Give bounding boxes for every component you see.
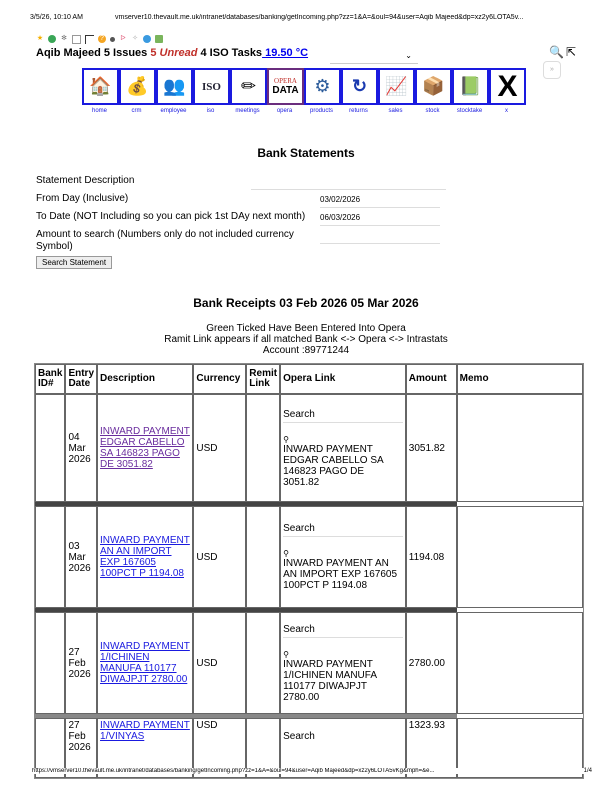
amount-input[interactable] <box>320 229 440 244</box>
gear-icon[interactable]: ✻ <box>61 35 67 42</box>
opera-data-icon: OPERA DATA <box>267 68 304 105</box>
col-remit-link: Remit Link <box>246 364 280 394</box>
description-link[interactable]: INWARD PAYMENT AN AN IMPORT EXP 167605 100PCT P 1194.08 <box>100 535 190 579</box>
iso-icon: ISO <box>193 68 230 105</box>
nav-employee[interactable]: 👥 employee <box>156 68 191 114</box>
blue-icon[interactable] <box>143 35 151 43</box>
nav-stock[interactable]: 📦 stock <box>415 68 450 114</box>
unread-count: 5 Unread <box>150 47 198 59</box>
memo[interactable] <box>457 506 583 608</box>
nav-sales[interactable]: 📈 sales <box>378 68 413 114</box>
table-header-row <box>35 364 583 394</box>
nav-products[interactable]: ⚙ products <box>304 68 339 114</box>
nav-home[interactable]: 🏠 home <box>82 68 117 114</box>
nav-stocktake[interactable]: 📗 stocktake <box>452 68 487 114</box>
user-name: Aqib Majeed <box>36 47 101 59</box>
search-form <box>36 175 446 269</box>
main-nav <box>82 68 524 114</box>
print-header <box>30 14 594 21</box>
nav-crm[interactable]: 💰 crm <box>119 68 154 114</box>
opera-match-text: INWARD PAYMENT EDGAR CABELLO SA 146823 PAGO DE 3051.82 <box>283 443 384 488</box>
opera-link-cell <box>280 506 406 608</box>
table-row <box>35 506 583 608</box>
currency: USD <box>193 394 246 502</box>
currency: USD <box>193 718 246 778</box>
nav-iso[interactable]: ISO iso <box>193 68 228 114</box>
chevron-down-icon: ⌄ <box>405 51 412 60</box>
from-date-label: From Day (Inclusive) <box>36 193 129 204</box>
dot-icon[interactable] <box>110 37 115 42</box>
green-circle-icon[interactable] <box>48 35 56 43</box>
bank-id <box>35 394 65 502</box>
temperature-link[interactable]: 19.50 °C <box>262 47 309 59</box>
shopify-icon[interactable] <box>155 35 163 43</box>
people-icon: 👥 <box>156 68 193 105</box>
amount: 3051.82 <box>406 394 457 502</box>
memo[interactable] <box>457 612 583 714</box>
statement-description-label: Statement Description <box>36 175 135 186</box>
col-currency: Currency <box>193 364 246 394</box>
nav-meetings[interactable]: ✏ meetings <box>230 68 265 114</box>
print-url: vmserver10.thevault.me.uk/intranet/databases/banking/getIncoming.php?zz=1&A=&oul=94&user=Aqib Majeed&dp=xz2y6LOTA5v... <box>115 14 524 21</box>
chart-icon: 📈 <box>378 68 415 105</box>
star-icon[interactable]: ★ <box>36 35 44 42</box>
bank-id <box>35 612 65 714</box>
opera-search-label[interactable]: Search <box>283 624 403 638</box>
opera-link-cell <box>280 612 406 714</box>
opera-search-label[interactable]: Search <box>283 731 315 742</box>
entry-date: 03 Mar 2026 <box>65 506 97 608</box>
issues-count[interactable]: 5 Issues <box>103 47 148 59</box>
note-remit-link: Ramit Link appears if all matched Bank <-> Opera <-> Intrastats <box>164 334 448 345</box>
copy-icon[interactable] <box>85 35 94 44</box>
pink-icon[interactable]: ᐅ <box>120 35 126 42</box>
opera-link-cell <box>280 394 406 502</box>
receipts-notes <box>0 323 612 356</box>
amount: 1194.08 <box>406 506 457 608</box>
open-external-icon[interactable]: ⇱ <box>566 45 577 59</box>
help-icon[interactable]: ? <box>98 35 106 43</box>
description-link[interactable]: INWARD PAYMENT 1/ICHINEN MANUFA 110177 DIWAJPJT 2780.00 <box>100 641 190 685</box>
opera-search-label[interactable]: Search <box>283 523 403 537</box>
to-date-input[interactable]: 06/03/2026 <box>320 211 440 226</box>
col-entry-date: Entry Date <box>65 364 97 394</box>
from-date-input[interactable]: 03/02/2026 <box>320 193 440 208</box>
currency: USD <box>193 612 246 714</box>
page-title: Bank Statements <box>257 146 355 160</box>
account-number: Account :89771244 <box>262 345 350 356</box>
magnifier-icon[interactable]: ⚲ <box>283 549 289 558</box>
note-green-ticked: Green Ticked Have Been Entered Into Opera <box>206 323 406 334</box>
treasure-chest-icon: 💰 <box>119 68 156 105</box>
extension-icons <box>36 35 163 44</box>
pencil-icon: ✏ <box>230 68 267 105</box>
description-link[interactable]: INWARD PAYMENT EDGAR CABELLO SA 146823 PAGO DE 3051.82 <box>100 426 190 470</box>
bank-id <box>35 506 65 608</box>
refresh-icon: ↻ <box>341 68 378 105</box>
col-opera-link: Opera Link <box>280 364 406 394</box>
remit-link <box>246 394 280 502</box>
amount-label: Amount to search (Numbers only do not included currency Symbol) <box>36 229 294 252</box>
table-row <box>35 394 583 502</box>
more-icon[interactable]: » <box>543 61 561 79</box>
amount: 2780.00 <box>406 612 457 714</box>
opera-search-label[interactable]: Search <box>283 409 403 423</box>
box-icon: 📦 <box>415 68 452 105</box>
gears-icon: ⚙ <box>304 68 341 105</box>
col-description: Description <box>97 364 193 394</box>
memo[interactable] <box>457 394 583 502</box>
print-datetime: 3/5/26, 10:10 AM <box>30 14 83 21</box>
search-icon[interactable]: 🔍 <box>549 45 564 59</box>
description-link[interactable]: INWARD PAYMENT 1/VINYAS <box>100 720 190 742</box>
top-dropdown[interactable] <box>330 51 418 64</box>
remit-link <box>246 506 280 608</box>
remit-link <box>246 612 280 714</box>
nav-opera[interactable]: OPERA DATA opera <box>267 68 302 114</box>
close-icon: X <box>489 68 526 105</box>
page-number: 1/4 <box>583 768 592 774</box>
col-amount: Amount <box>406 364 457 394</box>
currency: USD <box>193 506 246 608</box>
print-footer-url: https://vmserver10.thevault.me.uk/intranet/databases/banking/getIncoming.php?zz=1&A=&oul=94&user=Aqib Majeed&dp=xz2y6LOTA5vKg&mph=&e... <box>32 768 435 774</box>
receipts-title: Bank Receipts 03 Feb 2026 05 Mar 2026 <box>193 296 419 310</box>
col-bank-id: Bank ID# <box>35 364 65 394</box>
grid-icon[interactable] <box>72 35 81 44</box>
print-footer <box>32 768 592 774</box>
nav-x[interactable]: X x <box>489 68 524 114</box>
iso-tasks[interactable]: 4 ISO Tasks <box>200 47 263 59</box>
col-memo: Memo <box>457 364 583 394</box>
opera-match-text: INWARD PAYMENT AN AN IMPORT EXP 167605 100PCT P 1194.08 <box>283 558 398 591</box>
sparkle-icon[interactable]: ✧ <box>132 35 138 42</box>
to-date-label: To Date (NOT Including so you can pick 1st DAy next month) <box>36 211 306 222</box>
book-icon: 📗 <box>452 68 489 105</box>
receipts-table <box>34 363 584 779</box>
statement-description-input[interactable] <box>251 175 446 190</box>
magnifier-icon[interactable]: ⚲ <box>283 649 289 659</box>
home-icon: 🏠 <box>82 68 119 105</box>
search-statement-button[interactable]: Search Statement <box>36 256 112 269</box>
table-row <box>35 612 583 714</box>
entry-date: 04 Mar 2026 <box>65 394 97 502</box>
entry-date: 27 Feb 2026 <box>65 612 97 714</box>
opera-match-text: INWARD PAYMENT 1/ICHINEN MANUFA 110177 DIWAJPJT 2780.00 <box>283 658 377 703</box>
nav-returns[interactable]: ↻ returns <box>341 68 376 114</box>
magnifier-icon[interactable]: ⚲ <box>283 434 289 444</box>
status-line <box>36 47 308 59</box>
entry-date: 27 Feb 2026 <box>65 718 97 778</box>
amount: 1323.93 <box>406 718 457 778</box>
